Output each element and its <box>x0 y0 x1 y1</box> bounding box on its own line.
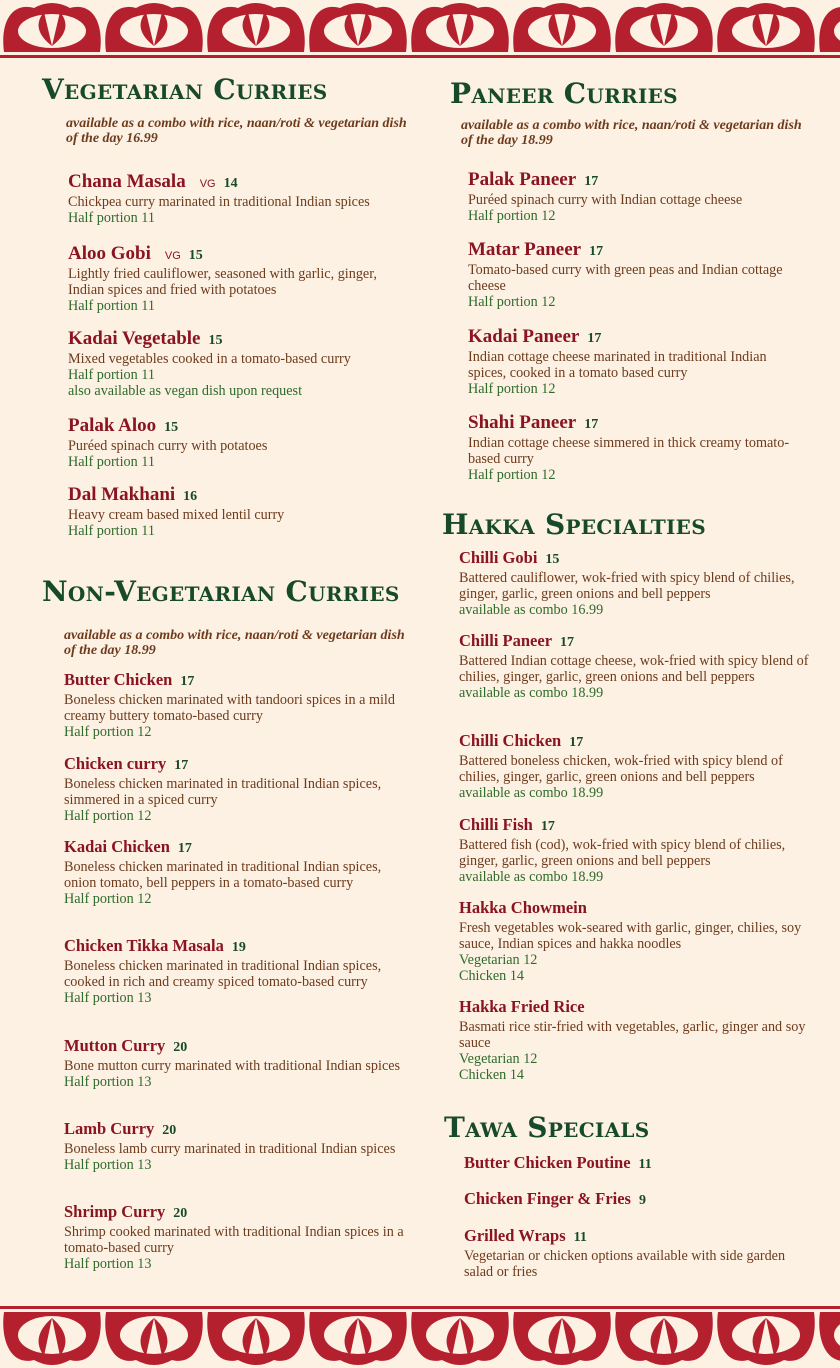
item-extra: Half portion 12 <box>468 381 556 397</box>
menu-item <box>459 633 814 701</box>
item-header <box>459 900 814 917</box>
item-extra: Half portion 12 <box>64 808 152 824</box>
item-description: Vegetarian or chicken options available with side garden salad or fries <box>464 1248 786 1280</box>
item-extra: also available as vegan dish upon request <box>68 383 303 399</box>
item-price: 17 <box>177 841 192 856</box>
menu-item <box>68 329 413 399</box>
item-extra: Half portion 12 <box>64 724 152 740</box>
item-header <box>64 1204 409 1221</box>
item-extra: Half portion 13 <box>64 1074 152 1090</box>
section-title: Hakka Specialties <box>442 508 706 541</box>
item-header <box>459 633 814 650</box>
ornament-motif <box>3 3 101 52</box>
item-extra: available as combo 18.99 <box>459 685 604 701</box>
section-title: Paneer Curries <box>450 77 678 110</box>
item-name: Mutton Curry <box>64 1036 166 1055</box>
item-header <box>468 413 808 432</box>
bottom-ornament-border <box>0 1306 840 1368</box>
item-description: Battered boneless chicken, wok-fried with spicy blend of chilies, ginger, garlic, green onions and bell peppers <box>459 753 783 785</box>
item-extra: available as combo 18.99 <box>459 869 604 885</box>
item-extra: Half portion 12 <box>468 208 556 224</box>
item-price: 11 <box>638 1157 652 1172</box>
item-description: Battered cauliflower, wok-fried with spicy blend of chilies, ginger, garlic, green onions and bell peppers <box>459 570 795 602</box>
ornament-motif <box>615 1312 713 1365</box>
item-extra: Half portion 11 <box>68 454 155 470</box>
item-extra: Chicken 14 <box>459 1066 525 1083</box>
item-extra: Half portion 13 <box>64 1256 152 1272</box>
section-title: Tawa Specials <box>444 1111 650 1144</box>
item-name: Grilled Wraps <box>464 1226 566 1245</box>
ornament-motif <box>411 3 509 52</box>
ornament-motif <box>513 3 611 52</box>
ornament-motif <box>207 1312 305 1365</box>
item-description: Battered Indian cottage cheese, wok-fried with spicy blend of chilies, ginger, garlic, green onions and bell peppers <box>459 653 809 685</box>
section-title: Non-Vegetarian Curries <box>42 575 400 608</box>
hakka-section <box>442 508 822 541</box>
item-header <box>468 240 808 259</box>
item-description: Boneless chicken marinated in traditional Indian spices, simmered in a spiced curry <box>64 776 382 808</box>
menu-item <box>64 756 409 824</box>
menu-item <box>459 733 814 801</box>
item-price: 17 <box>540 819 555 834</box>
tawa-section <box>444 1111 824 1144</box>
item-header <box>468 327 808 346</box>
item-header <box>459 999 814 1016</box>
menu-item <box>68 485 413 539</box>
menu-item <box>64 1121 409 1173</box>
item-price: 17 <box>584 417 599 432</box>
menu-item <box>459 817 814 885</box>
menu-item <box>68 416 413 470</box>
item-description: Chickpea curry marinated in traditional Indian spices <box>68 194 370 210</box>
item-name: Chicken curry <box>64 754 167 773</box>
item-price: 17 <box>560 635 575 650</box>
item-name: Lamb Curry <box>64 1119 155 1138</box>
item-extra: Vegetarian 12 <box>459 1050 538 1067</box>
item-extra: Half portion 11 <box>68 298 155 314</box>
item-header <box>64 672 409 689</box>
item-price: 15 <box>188 248 203 263</box>
item-header <box>464 1191 804 1208</box>
item-header <box>464 1155 804 1172</box>
item-header <box>68 329 413 348</box>
item-extra: Chicken 14 <box>459 967 525 984</box>
vegetarian-section <box>42 73 422 146</box>
menu-item <box>464 1228 804 1280</box>
item-name: Chana Masala <box>68 171 186 192</box>
item-extra: Half portion 11 <box>68 523 155 539</box>
nonveg-section <box>42 575 422 658</box>
ornament-motif <box>717 1312 815 1365</box>
menu-item <box>64 839 409 907</box>
item-extra: Vegetarian 12 <box>459 951 538 968</box>
item-header <box>464 1228 804 1245</box>
item-price: 9 <box>638 1193 646 1208</box>
menu-item <box>68 244 413 314</box>
ornament-pattern <box>0 0 840 58</box>
vegan-tag: VG <box>164 250 181 262</box>
ornament-motif <box>105 3 203 52</box>
item-name: Kadai Vegetable <box>68 328 201 349</box>
item-name: Hakka Chowmein <box>459 898 587 917</box>
menu-item <box>64 672 409 740</box>
item-price: 17 <box>569 735 584 750</box>
menu-item <box>459 550 814 618</box>
item-name: Butter Chicken <box>64 670 173 689</box>
item-description: Tomato-based curry with green peas and Indian cottage cheese <box>468 262 783 294</box>
item-name: Kadai Chicken <box>64 837 170 856</box>
item-price: 15 <box>164 420 179 435</box>
menu-item <box>64 1204 409 1272</box>
ornament-pattern <box>0 1306 840 1368</box>
ornament-motif <box>309 1312 407 1365</box>
menu-item <box>64 938 409 1006</box>
item-extra: Half portion 13 <box>64 990 152 1006</box>
item-extra: Half portion 12 <box>468 294 556 310</box>
item-name: Shrimp Curry <box>64 1202 166 1221</box>
item-price: 17 <box>587 331 602 346</box>
item-extra: Half portion 13 <box>64 1157 152 1173</box>
item-description: Lightly fried cauliflower, seasoned with garlic, ginger, Indian spices and fried with potatoes <box>68 266 377 298</box>
menu-item <box>468 327 808 397</box>
item-price: 17 <box>180 674 195 689</box>
item-name: Palak Paneer <box>468 169 577 190</box>
item-description: Shrimp cooked marinated with traditional Indian spices in a tomato-based curry <box>64 1224 404 1256</box>
menu-item <box>459 900 814 984</box>
top-ornament-border <box>0 0 840 58</box>
item-header <box>459 733 814 750</box>
item-extra: Half portion 12 <box>64 891 152 907</box>
ornament-motif <box>411 1312 509 1365</box>
item-extra: Half portion 12 <box>468 467 556 483</box>
item-description: Boneless lamb curry marinated in traditional Indian spices <box>64 1141 396 1157</box>
item-description: Battered fish (cod), wok-fried with spicy blend of chilies, ginger, garlic, green onions and bell peppers <box>459 837 786 869</box>
item-name: Chilli Chicken <box>459 731 562 750</box>
item-description: Puréed spinach curry with Indian cottage cheese <box>468 192 743 208</box>
ornament-motif <box>105 1312 203 1365</box>
item-price: 15 <box>208 333 223 348</box>
ornament-motif <box>513 1312 611 1365</box>
item-name: Chilli Gobi <box>459 548 538 567</box>
menu-item <box>64 1038 409 1090</box>
ornament-motif <box>309 3 407 52</box>
item-extra: Half portion 11 <box>68 367 155 383</box>
menu-item <box>468 170 808 224</box>
item-name: Hakka Fried Rice <box>459 997 585 1016</box>
item-price: 16 <box>183 489 198 504</box>
item-description: Fresh vegetables wok-seared with garlic, ginger, chilies, soy sauce, Indian spices and hakka noodles <box>459 919 802 952</box>
item-header <box>64 839 409 856</box>
item-price: 20 <box>162 1123 177 1138</box>
item-description: Indian cottage cheese marinated in traditional Indian spices, cooked in a tomato based curry <box>468 349 767 381</box>
section-title: Vegetarian Curries <box>42 73 328 106</box>
menu-item <box>464 1155 804 1172</box>
vegan-tag: VG <box>199 178 216 190</box>
item-name: Shahi Paneer <box>468 412 577 433</box>
item-name: Aloo Gobi <box>68 243 151 264</box>
item-extra: available as combo 16.99 <box>459 602 604 618</box>
item-price: 20 <box>173 1206 188 1221</box>
item-header <box>68 485 413 504</box>
item-price: 19 <box>231 940 246 955</box>
item-price: 17 <box>584 174 599 189</box>
item-description: Heavy cream based mixed lentil curry <box>68 507 285 523</box>
menu-item <box>68 172 413 226</box>
item-description: Puréed spinach curry with potatoes <box>68 438 268 454</box>
ornament-motif <box>207 3 305 52</box>
item-name: Chilli Paneer <box>459 631 553 650</box>
item-header <box>64 938 409 955</box>
menu-item <box>459 999 814 1083</box>
item-header <box>459 550 814 567</box>
item-name: Chicken Finger & Fries <box>464 1189 631 1208</box>
ornament-motif <box>3 1312 101 1365</box>
item-description: Boneless chicken marinated in traditional Indian spices, onion tomato, bell peppers in a tomato-based curry <box>64 859 382 891</box>
ornament-motif <box>717 3 815 52</box>
item-price: 17 <box>589 244 604 259</box>
item-header <box>64 756 409 773</box>
item-header <box>64 1038 409 1055</box>
item-price: 17 <box>174 758 189 773</box>
item-header <box>68 416 413 435</box>
item-header <box>468 170 808 189</box>
item-name: Chilli Fish <box>459 815 533 834</box>
item-description: Boneless chicken marinated in traditional Indian spices, cooked in rich and creamy spiced tomato-based curry <box>64 958 382 990</box>
menu-item <box>464 1191 804 1208</box>
menu-item <box>468 413 808 483</box>
menu-item <box>468 240 808 310</box>
item-description: Bone mutton curry marinated with traditional Indian spices <box>64 1058 401 1074</box>
item-name: Matar Paneer <box>468 239 582 260</box>
item-name: Kadai Paneer <box>468 326 580 347</box>
item-header <box>68 244 413 263</box>
item-header <box>64 1121 409 1138</box>
item-description: Indian cottage cheese simmered in thick creamy tomato-based curry <box>468 435 790 467</box>
item-description: Boneless chicken marinated with tandoori spices in a mild creamy buttery tomato-based curry <box>64 692 395 724</box>
ornament-motif <box>819 3 840 52</box>
ornament-motif <box>819 1312 840 1365</box>
combo-note: available as a combo with rice, naan/roti & vegetarian dish of the day 18.99 <box>64 628 405 658</box>
item-header <box>459 817 814 834</box>
combo-note: available as a combo with rice, naan/roti & vegetarian dish of the day 18.99 <box>461 118 802 148</box>
item-name: Palak Aloo <box>68 415 157 436</box>
item-description: Mixed vegetables cooked in a tomato-based curry <box>68 351 351 367</box>
item-price: 20 <box>173 1040 188 1055</box>
paneer-section <box>450 77 820 148</box>
combo-note: available as a combo with rice, naan/roti & vegetarian dish of the day 16.99 <box>66 116 407 146</box>
item-extra: Half portion 11 <box>68 210 155 226</box>
item-name: Butter Chicken Poutine <box>464 1153 631 1172</box>
item-price: 15 <box>545 552 560 567</box>
item-name: Dal Makhani <box>68 484 176 505</box>
ornament-motif <box>615 3 713 52</box>
item-price: 11 <box>573 1230 587 1245</box>
item-description: Basmati rice stir-fried with vegetables, garlic, ginger and soy sauce <box>459 1018 806 1051</box>
item-extra: available as combo 18.99 <box>459 785 604 801</box>
item-header <box>68 172 413 191</box>
item-price: 14 <box>223 176 238 191</box>
item-name: Chicken Tikka Masala <box>64 936 224 955</box>
